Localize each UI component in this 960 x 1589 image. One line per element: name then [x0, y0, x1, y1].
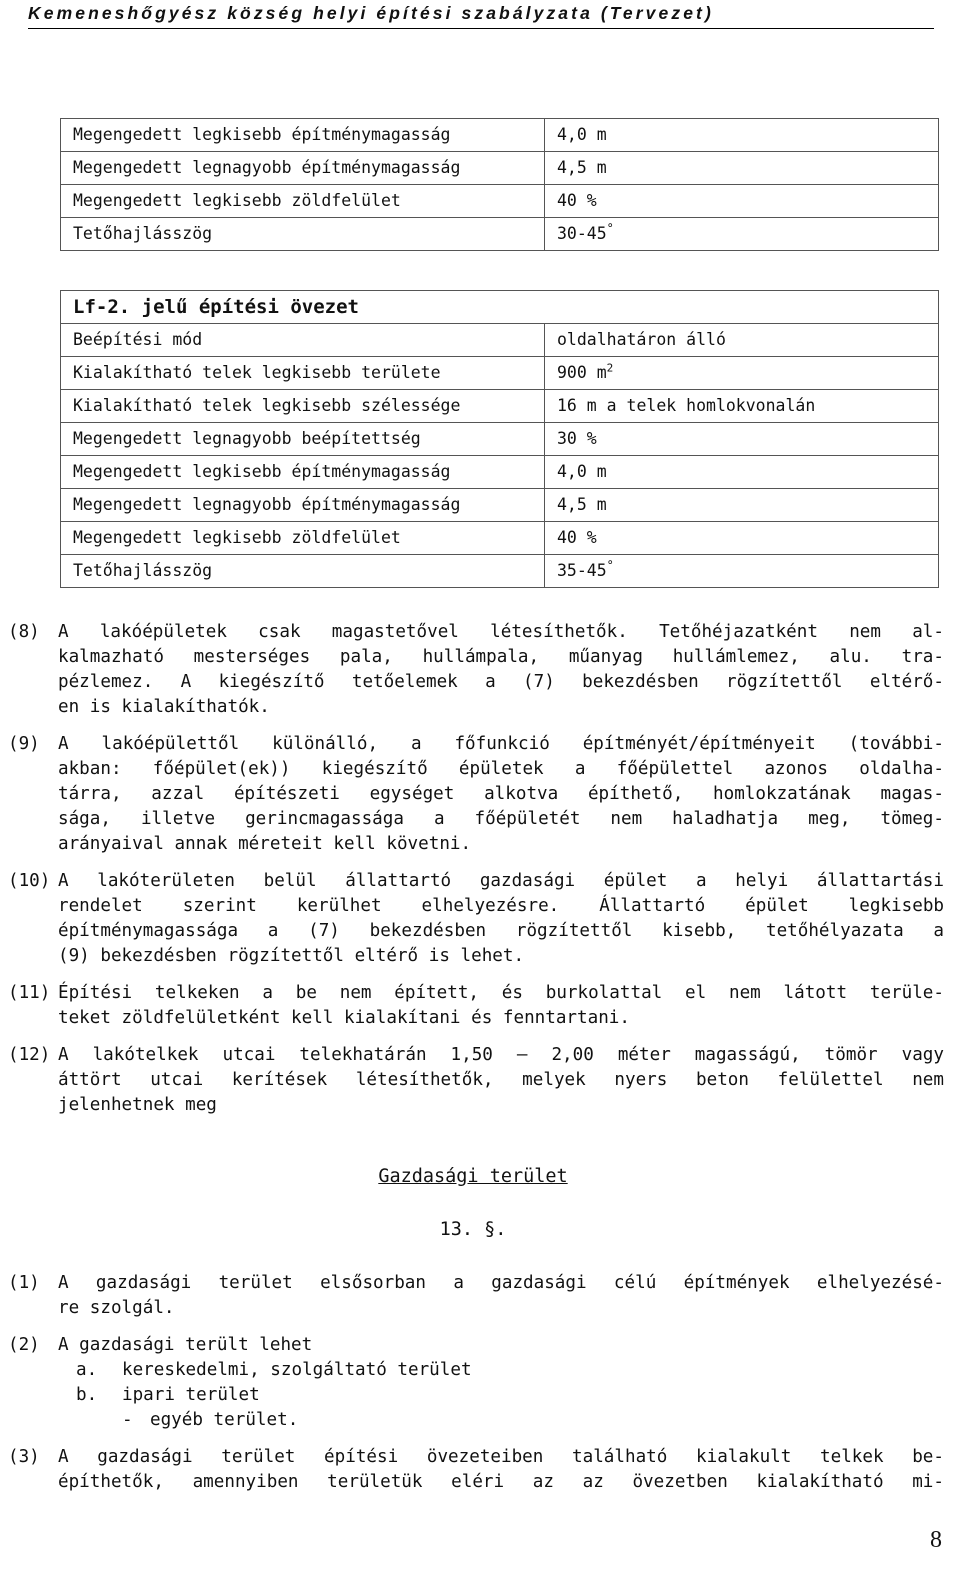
- text-line: A gazdasági terület építési övezeteiben található kialakult telkek be-: [58, 1447, 944, 1467]
- list-marker: b.: [76, 1385, 98, 1405]
- text-line: építhetők, amennyiben területük eléri az az övezetben kialakítható mi-: [58, 1472, 944, 1492]
- table-row: [61, 357, 939, 390]
- text-line: pézlemez. A kiegészítő tetőelemek a (7) bekezdésben rögzítettől eltérő-: [58, 672, 944, 692]
- text-line: teket zöldfelületként kell kialakítani és fenntartani.: [58, 1008, 630, 1028]
- section-paragraph-2: [8, 1333, 944, 1358]
- list-text: kereskedelmi, szolgáltató terület: [122, 1360, 472, 1380]
- text-line: A lakótelkek utcai telekhatárán 1,50 – 2,00 méter magasságú, tömör vagy: [58, 1045, 944, 1065]
- list-text: egyéb terület.: [150, 1410, 299, 1430]
- paragraph-12: [8, 1043, 944, 1118]
- row-label: Megengedett legnagyobb építménymagasság: [61, 489, 545, 522]
- paragraph-number: (3): [8, 1447, 40, 1467]
- text-line: (9) bekezdésben rögzítettől eltérő is lehet.: [58, 946, 525, 966]
- superscript: 2: [606, 361, 614, 375]
- paragraph-number: (12): [8, 1045, 51, 1065]
- paragraph-number: (1): [8, 1273, 40, 1293]
- table-row: [61, 185, 939, 218]
- row-value: [545, 218, 939, 251]
- text-line: A lakóépületek csak magastetővel létesíthetők. Tetőhéjazatként nem al-: [58, 622, 944, 642]
- row-value: 40 %: [545, 185, 939, 218]
- table-row: [61, 119, 939, 152]
- table-row: [61, 423, 939, 456]
- row-label: Tetőhajlásszög: [61, 555, 545, 588]
- paragraph-number: (10): [8, 871, 51, 891]
- section-paragraph-3: [8, 1445, 944, 1495]
- row-label: Megengedett legnagyobb építménymagasság: [61, 152, 545, 185]
- text-line: kalmazható mesterséges pala, hullámpala, műanyag hullámlemez, alu. tra-: [58, 647, 944, 667]
- zone-lf2-parameters-table: [60, 290, 939, 588]
- row-label: Kialakítható telek legkisebb szélessége: [61, 390, 545, 423]
- zone-title-row: [61, 291, 939, 324]
- list-marker: -: [122, 1410, 133, 1430]
- row-label: Kialakítható telek legkisebb területe: [61, 357, 545, 390]
- table-row: [61, 456, 939, 489]
- text-line: arányaival annak méreteit kell követni.: [58, 834, 472, 854]
- list-item: [122, 1408, 299, 1433]
- row-value: 4,5 m: [545, 152, 939, 185]
- text-line: A gazdasági terült lehet: [58, 1335, 313, 1355]
- text-line: Építési telkeken a be nem épített, és burkolattal el nem látott terüle-: [58, 983, 944, 1003]
- paragraph-number: (9): [8, 734, 40, 754]
- row-label: Megengedett legnagyobb beépítettség: [61, 423, 545, 456]
- row-value: 4,5 m: [545, 489, 939, 522]
- row-value: 16 m a telek homlokvonalán: [545, 390, 939, 423]
- text-line: sága, illetve gerincmagassága a főépületét nem haladhatja meg, tömeg-: [58, 809, 944, 829]
- table-row: [61, 324, 939, 357]
- text-line: A lakóépülettől különálló, a főfunkció építményét/építményeit (további-: [58, 734, 944, 754]
- text-line: jelenhetnek meg: [58, 1095, 217, 1115]
- text-line: en is kialakíthatók.: [58, 697, 270, 717]
- table-row: [61, 522, 939, 555]
- row-value: 30 %: [545, 423, 939, 456]
- list-item: [76, 1383, 260, 1408]
- text-line: A gazdasági terület elsősorban a gazdasági célú építmények elhelyezésé-: [58, 1273, 944, 1293]
- row-label: Tetőhajlásszög: [61, 218, 545, 251]
- row-value: [545, 357, 939, 390]
- section-paragraph-1: [8, 1271, 944, 1321]
- section-title: [0, 1166, 946, 1187]
- zone-parameters-table-continued: [60, 118, 939, 251]
- degree-symbol: °: [606, 558, 614, 573]
- document-header: Kemeneshőgyész község helyi építési szabályzata (Tervezet): [28, 0, 934, 29]
- value-text: 900 m: [557, 363, 607, 382]
- row-label: Megengedett legkisebb építménymagasság: [61, 456, 545, 489]
- degree-symbol: °: [606, 221, 614, 236]
- row-value: oldalhatáron álló: [545, 324, 939, 357]
- section-number: 13. §.: [439, 1219, 507, 1240]
- table-row: [61, 218, 939, 251]
- list-item: [76, 1358, 472, 1383]
- paragraph-9: [8, 732, 944, 857]
- row-value: 4,0 m: [545, 456, 939, 489]
- row-label: Megengedett legkisebb építménymagasság: [61, 119, 545, 152]
- section-title-text: Gazdasági terület: [378, 1166, 568, 1187]
- zone-title: Lf-2. jelű építési övezet: [61, 291, 939, 324]
- value-text: 30-45: [557, 224, 607, 243]
- table-row: [61, 555, 939, 588]
- paragraph-10: [8, 869, 944, 969]
- paragraph-number: (8): [8, 622, 40, 642]
- row-label: Beépítési mód: [61, 324, 545, 357]
- row-value: [545, 555, 939, 588]
- table-row: [61, 152, 939, 185]
- value-text: 35-45: [557, 561, 607, 580]
- list-marker: a.: [76, 1360, 98, 1380]
- row-value: 4,0 m: [545, 119, 939, 152]
- row-label: Megengedett legkisebb zöldfelület: [61, 522, 545, 555]
- paragraph-8: [8, 620, 944, 720]
- table-row: [61, 489, 939, 522]
- text-line: akban: főépület(ek)) kiegészítő épületek a főépülettel azonos oldalha-: [58, 759, 944, 779]
- text-line: rendelet szerint kerülhet elhelyezésre. Állattartó épület legkisebb: [58, 896, 944, 916]
- table-row: [61, 390, 939, 423]
- text-line: tárra, azzal építészeti egységet alkotva építhető, homlokzatának magas-: [58, 784, 944, 804]
- text-line: A lakóterületen belül állattartó gazdasági épület a helyi állattartási: [58, 871, 944, 891]
- text-line: re szolgál.: [58, 1298, 175, 1318]
- page-number: 8: [930, 1527, 942, 1553]
- list-text: ipari terület: [122, 1385, 260, 1405]
- paragraph-11: [8, 981, 944, 1031]
- text-line: építménymagassága a (7) bekezdésben rögzítettől kisebb, tetőhélyazata a: [58, 921, 944, 941]
- paragraph-number: (2): [8, 1335, 40, 1355]
- text-line: áttört utcai kerítések létesíthetők, melyek nyers beton felülettel nem: [58, 1070, 944, 1090]
- paragraph-number: (11): [8, 983, 51, 1003]
- row-label: Megengedett legkisebb zöldfelület: [61, 185, 545, 218]
- row-value: 40 %: [545, 522, 939, 555]
